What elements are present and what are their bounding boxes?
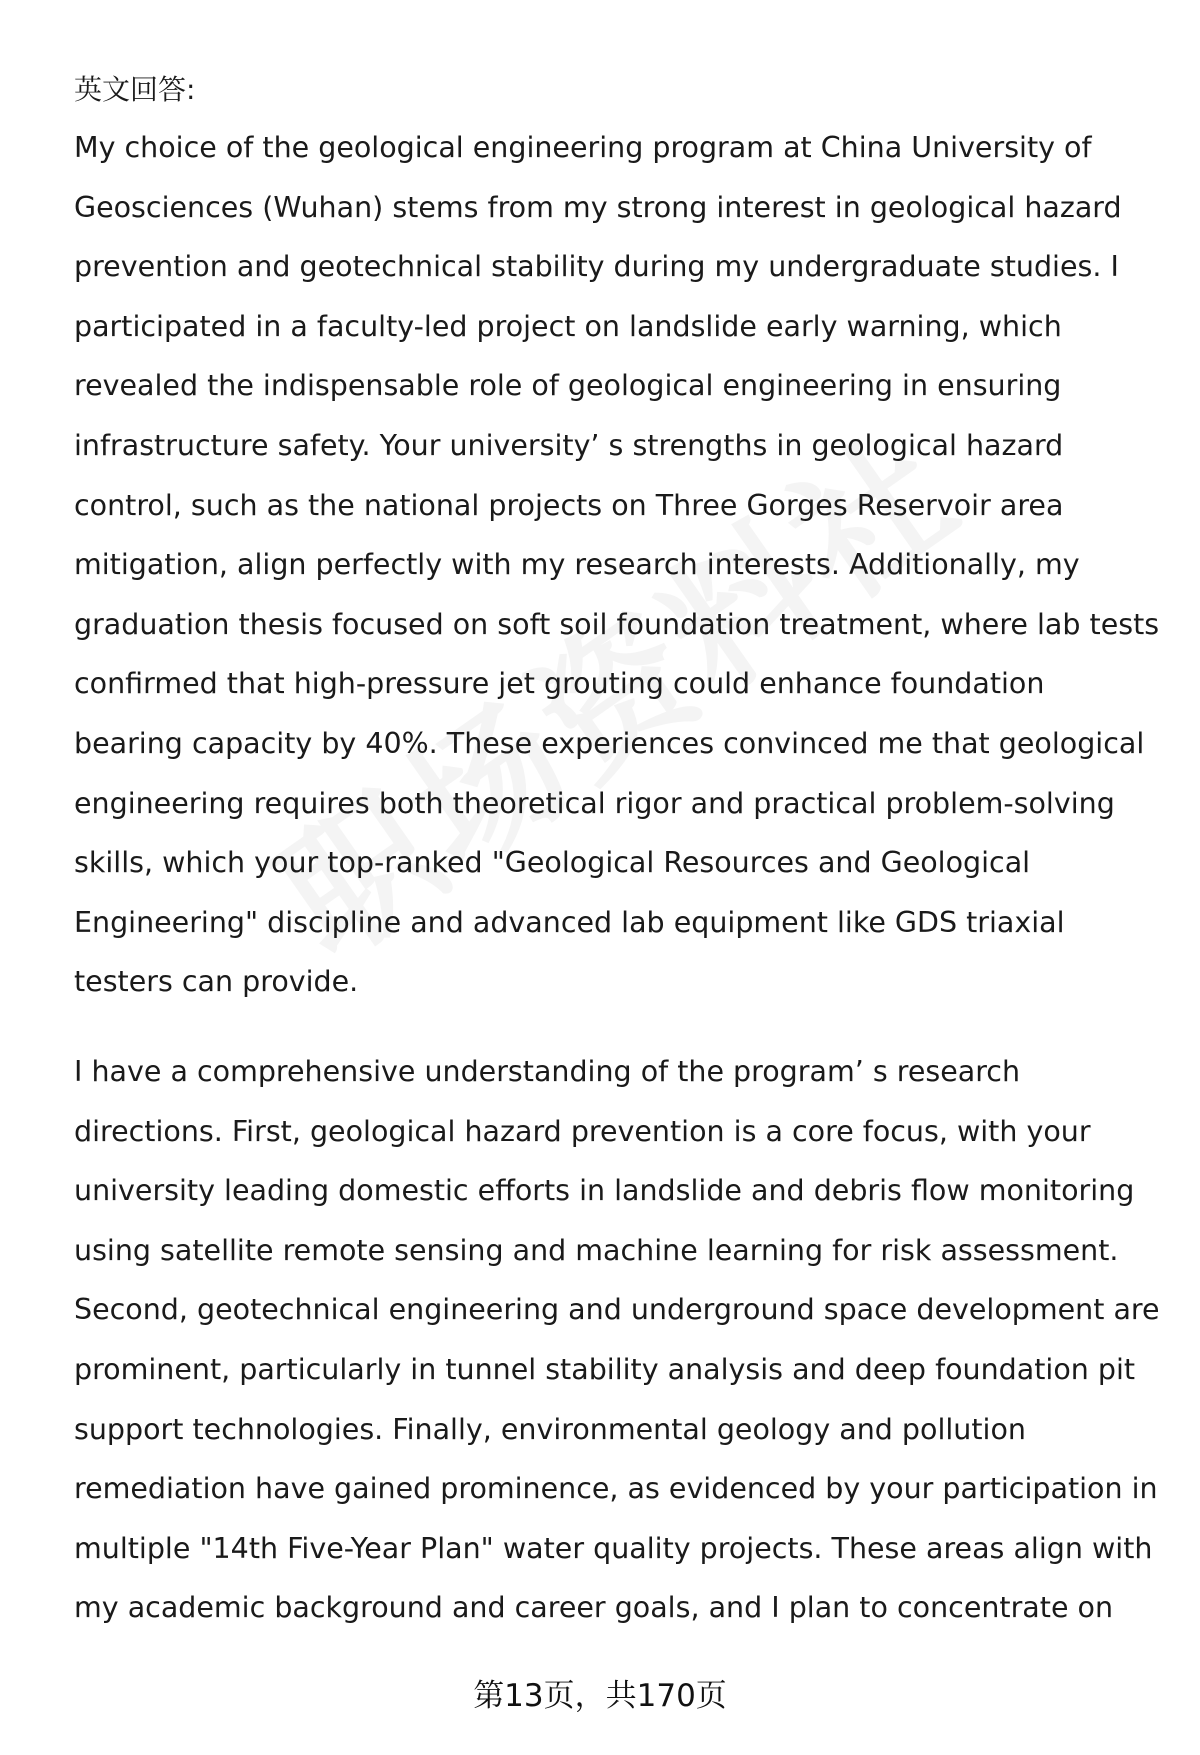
answer-heading: 英文回答:	[74, 73, 196, 106]
text-line: revealed the indispensable role of geological engineering in ensuring	[74, 369, 1062, 403]
text-line: Engineering" discipline and advanced lab equipment like GDS triaxial	[74, 905, 1065, 939]
text-line: testers can provide.	[74, 965, 359, 999]
text-line: university leading domestic efforts in landslide and debris flow monitoring	[74, 1174, 1135, 1208]
text-line: mitigation, align perfectly with my research interests. Additionally, my	[74, 548, 1080, 582]
text-line: support technologies. Finally, environmental geology and pollution	[74, 1412, 1026, 1446]
text-line: participated in a faculty-led project on landslide early warning, which	[74, 309, 1062, 343]
text-line: bearing capacity by 40%. These experiences convinced me that geological	[74, 726, 1145, 760]
text-line: using satellite remote sensing and machine learning for risk assessment.	[74, 1233, 1119, 1267]
text-line: skills, which your top-ranked "Geological Resources and Geological	[74, 846, 1031, 880]
text-line: engineering requires both theoretical rigor and practical problem-solving	[74, 786, 1115, 820]
text-line: Geosciences (Wuhan) stems from my strong interest in geological hazard	[74, 190, 1122, 224]
text-line: multiple "14th Five-Year Plan" water quality projects. These areas align with	[74, 1531, 1153, 1565]
text-line: My choice of the geological engineering program at China University of	[74, 131, 1092, 164]
text-line: Second, geotechnical engineering and underground space development are	[74, 1293, 1160, 1327]
text-line: infrastructure safety. Your university’ s strengths in geological hazard	[74, 428, 1064, 462]
paragraph-2	[74, 1042, 1164, 1638]
text-line: prominent, particularly in tunnel stability analysis and deep foundation pit	[74, 1352, 1136, 1386]
text-line: I have a comprehensive understanding of the program’ s research	[74, 1055, 1021, 1088]
text-line: confirmed that high-pressure jet grouting could enhance foundation	[74, 667, 1045, 701]
text-line: my academic background and career goals, and I plan to concentrate on	[74, 1591, 1114, 1625]
text-line: graduation thesis focused on soft soil foundation treatment, where lab tests	[74, 607, 1160, 641]
text-line: remediation have gained prominence, as evidenced by your participation in	[74, 1472, 1158, 1506]
paragraph-1	[74, 118, 1164, 1012]
text-line: control, such as the national projects on Three Gorges Reservoir area	[74, 488, 1064, 522]
page-number-footer: 第13页，共170页	[473, 1678, 727, 1714]
text-line: directions. First, geological hazard prevention is a core focus, with your	[74, 1114, 1091, 1148]
text-line: prevention and geotechnical stability during my undergraduate studies. I	[74, 250, 1119, 284]
